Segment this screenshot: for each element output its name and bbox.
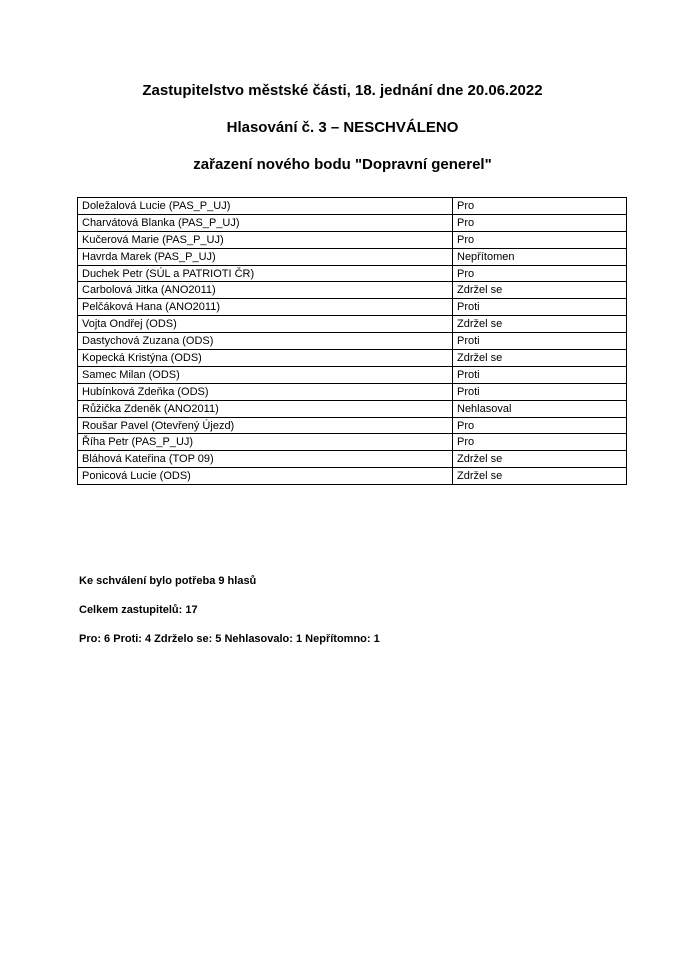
- table-row: [78, 434, 627, 451]
- vote-subject-title: zařazení nového bodu "Dopravní generel": [193, 156, 492, 173]
- total-members-text: Celkem zastupitelů: 17: [79, 604, 198, 616]
- vote-value-cell: Proti: [453, 383, 627, 400]
- table-row: [78, 366, 627, 383]
- member-name-cell: Doležalová Lucie (PAS_P_UJ): [78, 198, 453, 215]
- document-header: [74, 83, 611, 194]
- member-name-cell: Duchek Petr (SÚL a PATRIOTI ČR): [78, 265, 453, 282]
- vote-value-cell: Proti: [453, 333, 627, 350]
- vote-table: [77, 197, 627, 485]
- table-row: [78, 299, 627, 316]
- vote-value-cell: Zdržel se: [453, 282, 627, 299]
- table-row: [78, 468, 627, 485]
- member-name-cell: Kopecká Kristýna (ODS): [78, 350, 453, 367]
- table-row: [78, 231, 627, 248]
- vote-summary: [79, 575, 599, 662]
- table-row: [78, 248, 627, 265]
- vote-value-cell: Pro: [453, 231, 627, 248]
- table-row: [78, 316, 627, 333]
- member-name-cell: Vojta Ondřej (ODS): [78, 316, 453, 333]
- table-row: [78, 400, 627, 417]
- vote-value-cell: Nepřítomen: [453, 248, 627, 265]
- table-row: [78, 282, 627, 299]
- member-name-cell: Havrda Marek (PAS_P_UJ): [78, 248, 453, 265]
- member-name-cell: Růžička Zdeněk (ANO2011): [78, 400, 453, 417]
- member-name-cell: Hubínková Zdeňka (ODS): [78, 383, 453, 400]
- quorum-required-text: Ke schválení bylo potřeba 9 hlasů: [79, 575, 257, 587]
- vote-value-cell: Proti: [453, 299, 627, 316]
- member-name-cell: Carbolová Jitka (ANO2011): [78, 282, 453, 299]
- vote-value-cell: Pro: [453, 417, 627, 434]
- vote-value-cell: Zdržel se: [453, 350, 627, 367]
- member-name-cell: Bláhová Kateřina (TOP 09): [78, 451, 453, 468]
- member-name-cell: Samec Milan (ODS): [78, 366, 453, 383]
- table-row: [78, 451, 627, 468]
- vote-value-cell: Zdržel se: [453, 451, 627, 468]
- table-row: [78, 198, 627, 215]
- table-row: [78, 383, 627, 400]
- vote-value-cell: Proti: [453, 366, 627, 383]
- member-name-cell: Roušar Pavel (Otevřený Újezd): [78, 417, 453, 434]
- vote-result-title: Hlasování č. 3 – NESCHVÁLENO: [226, 119, 459, 136]
- member-name-cell: Charvátová Blanka (PAS_P_UJ): [78, 214, 453, 231]
- vote-tally-text: Pro: 6 Proti: 4 Zdrželo se: 5 Nehlasovalo: 1 Nepřítomno: 1: [79, 633, 380, 645]
- member-name-cell: Říha Petr (PAS_P_UJ): [78, 434, 453, 451]
- member-name-cell: Pelčáková Hana (ANO2011): [78, 299, 453, 316]
- meeting-title: Zastupitelstvo městské části, 18. jednání dne 20.06.2022: [142, 82, 543, 99]
- table-row: [78, 333, 627, 350]
- vote-value-cell: Pro: [453, 265, 627, 282]
- vote-value-cell: Zdržel se: [453, 468, 627, 485]
- vote-value-cell: Pro: [453, 198, 627, 215]
- table-row: [78, 214, 627, 231]
- table-row: [78, 265, 627, 282]
- vote-table-body: [78, 198, 627, 485]
- vote-value-cell: Zdržel se: [453, 316, 627, 333]
- vote-value-cell: Pro: [453, 434, 627, 451]
- vote-value-cell: Pro: [453, 214, 627, 231]
- table-row: [78, 417, 627, 434]
- member-name-cell: Ponicová Lucie (ODS): [78, 468, 453, 485]
- vote-value-cell: Nehlasoval: [453, 400, 627, 417]
- member-name-cell: Dastychová Zuzana (ODS): [78, 333, 453, 350]
- table-row: [78, 350, 627, 367]
- member-name-cell: Kučerová Marie (PAS_P_UJ): [78, 231, 453, 248]
